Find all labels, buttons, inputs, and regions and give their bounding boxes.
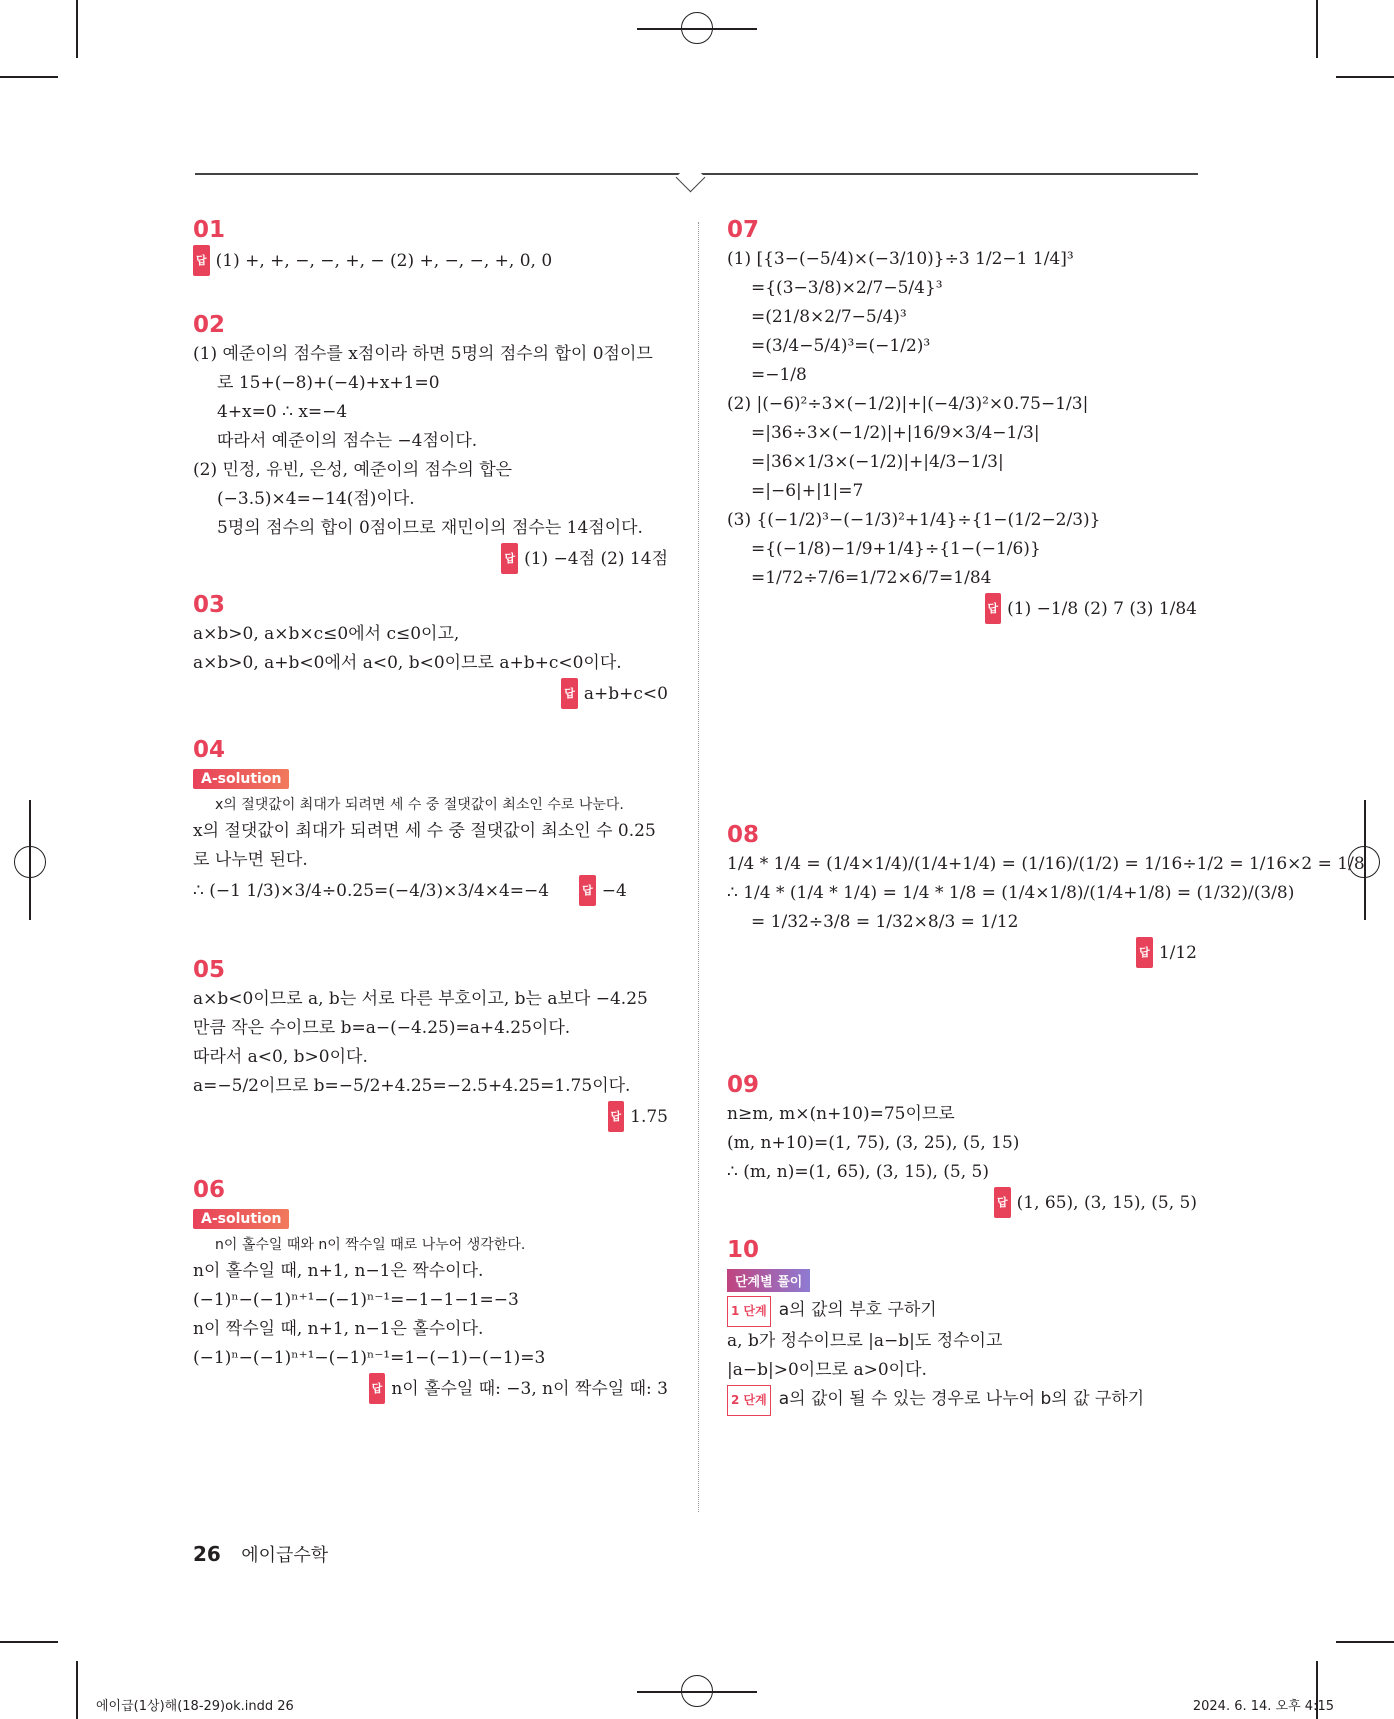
problem-number: 09 [727, 1072, 760, 1098]
line-text: 1/4 * 1/4 = (1/4×1/4)/(1/4+1/4) = (1/16)/(1/2) = 1/16÷1/2 = 1/16×2 = 1/8 [727, 854, 1365, 874]
hint-text: n이 홀수일 때와 n이 짝수일 때로 나누어 생각한다. [215, 1237, 526, 1253]
line-text: (−1)ⁿ−(−1)ⁿ⁺¹−(−1)ⁿ⁻¹=−1−1−1=−3 [193, 1290, 519, 1310]
page-footer [193, 1541, 328, 1567]
problem-p10 [727, 1235, 1197, 1416]
line-text: a×b>0, a×b×c≤0에서 c≤0이고, [193, 624, 460, 644]
page-number: 26 [193, 1542, 221, 1566]
line-text: 로 나누면 된다. [193, 850, 308, 870]
problem-number: 05 [193, 957, 226, 983]
step-tag-row [727, 1265, 1197, 1296]
answer-badge: 답 [561, 678, 578, 709]
line-text: =1/72÷7/6=1/72×6/7=1/84 [751, 568, 992, 588]
line-text: =|−6|+|1|=7 [751, 481, 864, 501]
answer-badge: 답 [501, 543, 518, 574]
solution-line [727, 1100, 1197, 1129]
step-solution-tag: 단계별 풀이 [727, 1269, 810, 1292]
solution-line [727, 390, 1197, 419]
line-text: =|36×1/3×(−1/2)|+|4/3−1/3| [751, 452, 1004, 472]
solution-line [727, 1129, 1197, 1158]
problem-number: 02 [193, 312, 226, 338]
problem-number: 01 [193, 217, 226, 243]
line-text: n이 홀수일 때: −3, n이 짝수일 때: 3 [391, 1379, 668, 1399]
problem-number: 04 [193, 737, 226, 763]
solution-line [727, 879, 1295, 908]
answer-badge: 답 [608, 1101, 625, 1132]
solution-line [727, 1356, 1197, 1385]
solution-line [727, 1327, 1197, 1356]
line-text: (1) −4점 (2) 14점 [524, 549, 668, 569]
line-text: |a−b|>0이므로 a>0이다. [727, 1360, 927, 1380]
crop-mark [76, 0, 78, 58]
line-text: a×b<0이므로 a, b는 서로 다른 부호이고, b는 a보다 −4.25 [193, 989, 648, 1009]
solution-line [193, 985, 668, 1014]
solution-line [727, 419, 1197, 448]
solution-line [727, 908, 1197, 937]
answer-badge: 답 [193, 245, 210, 276]
registration-line [637, 1691, 757, 1693]
solution-line [193, 340, 668, 369]
line-text: (1) [{3−(−5/4)×(−3/10)}÷3 1/2−1 1/4]³ [727, 249, 1074, 269]
line-text: ={(3−3/8)×2/7−5/4}³ [751, 278, 943, 298]
solution-line [193, 1014, 668, 1043]
problem-p05 [193, 955, 668, 1132]
line-text: = 1/32÷3/8 = 1/32×8/3 = 1/12 [751, 912, 1019, 932]
answer-badge: 답 [369, 1373, 386, 1404]
solution-line [193, 1315, 668, 1344]
line-text: 5명의 점수의 합이 0점이므로 재민이의 점수는 14점이다. [217, 518, 643, 538]
line-text: ∴ (−1 1/3)×3/4÷0.25=(−4/3)×3/4×4=−4 [193, 881, 550, 901]
answer-line [727, 593, 1197, 624]
line-text: =|36÷3×(−1/2)|+|16/9×3/4−1/3| [751, 423, 1040, 443]
registration-line [29, 800, 31, 920]
crop-mark [1336, 76, 1394, 78]
problem-p03 [193, 590, 668, 709]
solution-line [193, 620, 668, 649]
line-text: (2) |(−6)²÷3×(−1/2)|+|(−4/3)²×0.75−1/3| [727, 394, 1089, 414]
solution-line [727, 477, 1197, 506]
line-text: =(21/8×2/7−5/4)³ [751, 307, 907, 327]
answer-badge: 답 [579, 875, 596, 906]
step-heading [727, 1385, 1197, 1416]
solution-line [193, 817, 668, 846]
solution-line [193, 1286, 668, 1315]
problem-p07 [727, 215, 1197, 624]
solution-line [193, 649, 668, 678]
solution-line [193, 1043, 668, 1072]
line-text: a=−5/2이므로 b=−5/2+4.25=−2.5+4.25=1.75이다. [193, 1076, 631, 1096]
step-title: a의 값의 부호 구하기 [778, 1300, 937, 1320]
line-text: n이 홀수일 때, n+1, n−1은 짝수이다. [193, 1261, 484, 1281]
solution-line [727, 535, 1197, 564]
problem-number: 07 [727, 217, 760, 243]
answer-line [193, 543, 668, 574]
line-text: (1) +, +, −, −, +, − (2) +, −, −, +, 0, 0 [215, 251, 553, 271]
line-text: (−1)ⁿ−(−1)ⁿ⁺¹−(−1)ⁿ⁻¹=1−(−1)−(−1)=3 [193, 1348, 546, 1368]
answer-line [193, 1373, 668, 1404]
hint-text: x의 절댓값이 최대가 되려면 세 수 중 절댓값이 최소인 수로 나눈다. [215, 797, 624, 813]
problem-p06 [193, 1175, 668, 1404]
line-text: n이 짝수일 때, n+1, n−1은 홀수이다. [193, 1319, 484, 1339]
line-text: =(3/4−5/4)³=(−1/2)³ [751, 336, 931, 356]
line-text: 1/12 [1158, 943, 1197, 963]
solution-line [727, 564, 1197, 593]
answer-line [727, 937, 1197, 968]
header-notch [676, 163, 706, 193]
problem-p09 [727, 1070, 1197, 1218]
line-text: (1) 예준이의 점수를 x점이라 하면 5명의 점수의 합이 0점이므 [193, 344, 653, 364]
step-number: 2 단계 [727, 1385, 771, 1416]
line-text: 만큼 작은 수이므로 b=a−(−4.25)=a+4.25이다. [193, 1018, 571, 1038]
solution-line [193, 1257, 668, 1286]
problem-p04 [193, 735, 668, 906]
line-text: (1, 65), (3, 15), (5, 5) [1016, 1193, 1197, 1213]
solution-line [727, 274, 1197, 303]
problem-number: 08 [727, 822, 760, 848]
answer-line [193, 245, 668, 276]
solution-line [193, 846, 668, 875]
solution-line [727, 245, 1197, 274]
step-number: 1 단계 [727, 1296, 771, 1327]
solution-line [193, 1072, 668, 1101]
problem-number: 10 [727, 1237, 760, 1263]
line-text: (1) −1/8 (2) 7 (3) 1/84 [1007, 599, 1197, 619]
problem-number: 06 [193, 1177, 226, 1203]
solution-line [727, 850, 1365, 879]
crop-mark [76, 1661, 78, 1719]
step-title: a의 값이 될 수 있는 경우로 나누어 b의 값 구하기 [778, 1389, 1145, 1409]
line-text: a×b>0, a+b<0에서 a<0, b<0이므로 a+b+c<0이다. [193, 653, 622, 673]
answer-line [727, 1187, 1197, 1218]
a-solution-tag: A-solution [193, 769, 289, 789]
line-text: x의 절댓값이 최대가 되려면 세 수 중 절댓값이 최소인 수 0.25 [193, 821, 656, 841]
answer-line [193, 678, 668, 709]
line-text: 1.75 [630, 1107, 668, 1127]
line-text: ∴ 1/4 * (1/4 * 1/4) = 1/4 * 1/8 = (1/4×1/8)/(1/4+1/8) = (1/32)/(3/8) [727, 883, 1295, 903]
line-text: (−3.5)×4=−14(점)이다. [217, 489, 415, 509]
solution-line [193, 514, 668, 543]
a-solution-tag: A-solution [193, 1209, 289, 1229]
line-text: (2) 민정, 유빈, 은성, 예준이의 점수의 합은 [193, 460, 513, 480]
problem-number: 03 [193, 592, 226, 618]
a-solution-tag-row [193, 765, 668, 793]
solution-line [193, 427, 668, 456]
book-title: 에이급수학 [241, 1545, 329, 1566]
line-text: a, b가 정수이므로 |a−b|도 정수이고 [727, 1331, 1003, 1351]
answer-badge: 답 [994, 1187, 1011, 1218]
line-text: =−1/8 [751, 365, 807, 385]
solution-line [193, 485, 668, 514]
crop-mark [0, 76, 58, 78]
answer-badge: 답 [985, 593, 1002, 624]
solution-line [193, 875, 668, 906]
crop-mark [1336, 1641, 1394, 1643]
line-text: (m, n+10)=(1, 75), (3, 25), (5, 15) [727, 1133, 1020, 1153]
solution-line [727, 303, 1197, 332]
solution-line [193, 398, 668, 427]
problem-p08 [727, 820, 1365, 968]
answer-badge: 답 [1136, 937, 1153, 968]
registration-line [637, 28, 757, 30]
a-solution-tag-row [193, 1205, 668, 1233]
line-text: (3) {(−1/2)³−(−1/3)²+1/4}÷{1−(1/2−2/3)} [727, 510, 1101, 530]
line-text: 따라서 예준이의 점수는 −4점이다. [217, 431, 478, 451]
line-text: 따라서 a<0, b>0이다. [193, 1047, 368, 1067]
crop-mark [0, 1641, 58, 1643]
problem-p01 [193, 215, 668, 276]
solution-line [727, 332, 1197, 361]
print-date: 2024. 6. 14. 오후 4:15 [1192, 1699, 1334, 1714]
problem-p02 [193, 310, 668, 574]
answer-value: −4 [601, 881, 627, 901]
crop-mark [1316, 0, 1318, 58]
solution-line [727, 448, 1197, 477]
solution-line [193, 1344, 668, 1373]
line-text: 로 15+(−8)+(−4)+x+1=0 [217, 373, 440, 393]
file-name: 에이급(1상)해(18-29)ok.indd 26 [96, 1699, 294, 1714]
step-heading [727, 1296, 1197, 1327]
solution-line [727, 506, 1197, 535]
solution-line [727, 1158, 1197, 1187]
answer-line [193, 1101, 668, 1132]
line-text: 4+x=0 ∴ x=−4 [217, 402, 348, 422]
line-text: n≥m, m×(n+10)=75이므로 [727, 1104, 955, 1124]
line-text: ={(−1/8)−1/9+1/4}÷{1−(−1/6)} [751, 539, 1041, 559]
solution-line [193, 369, 668, 398]
line-text: ∴ (m, n)=(1, 65), (3, 15), (5, 5) [727, 1162, 989, 1182]
solution-line [193, 456, 668, 485]
line-text: a+b+c<0 [583, 684, 668, 704]
solution-line [727, 361, 1197, 390]
column-divider [698, 222, 699, 1512]
